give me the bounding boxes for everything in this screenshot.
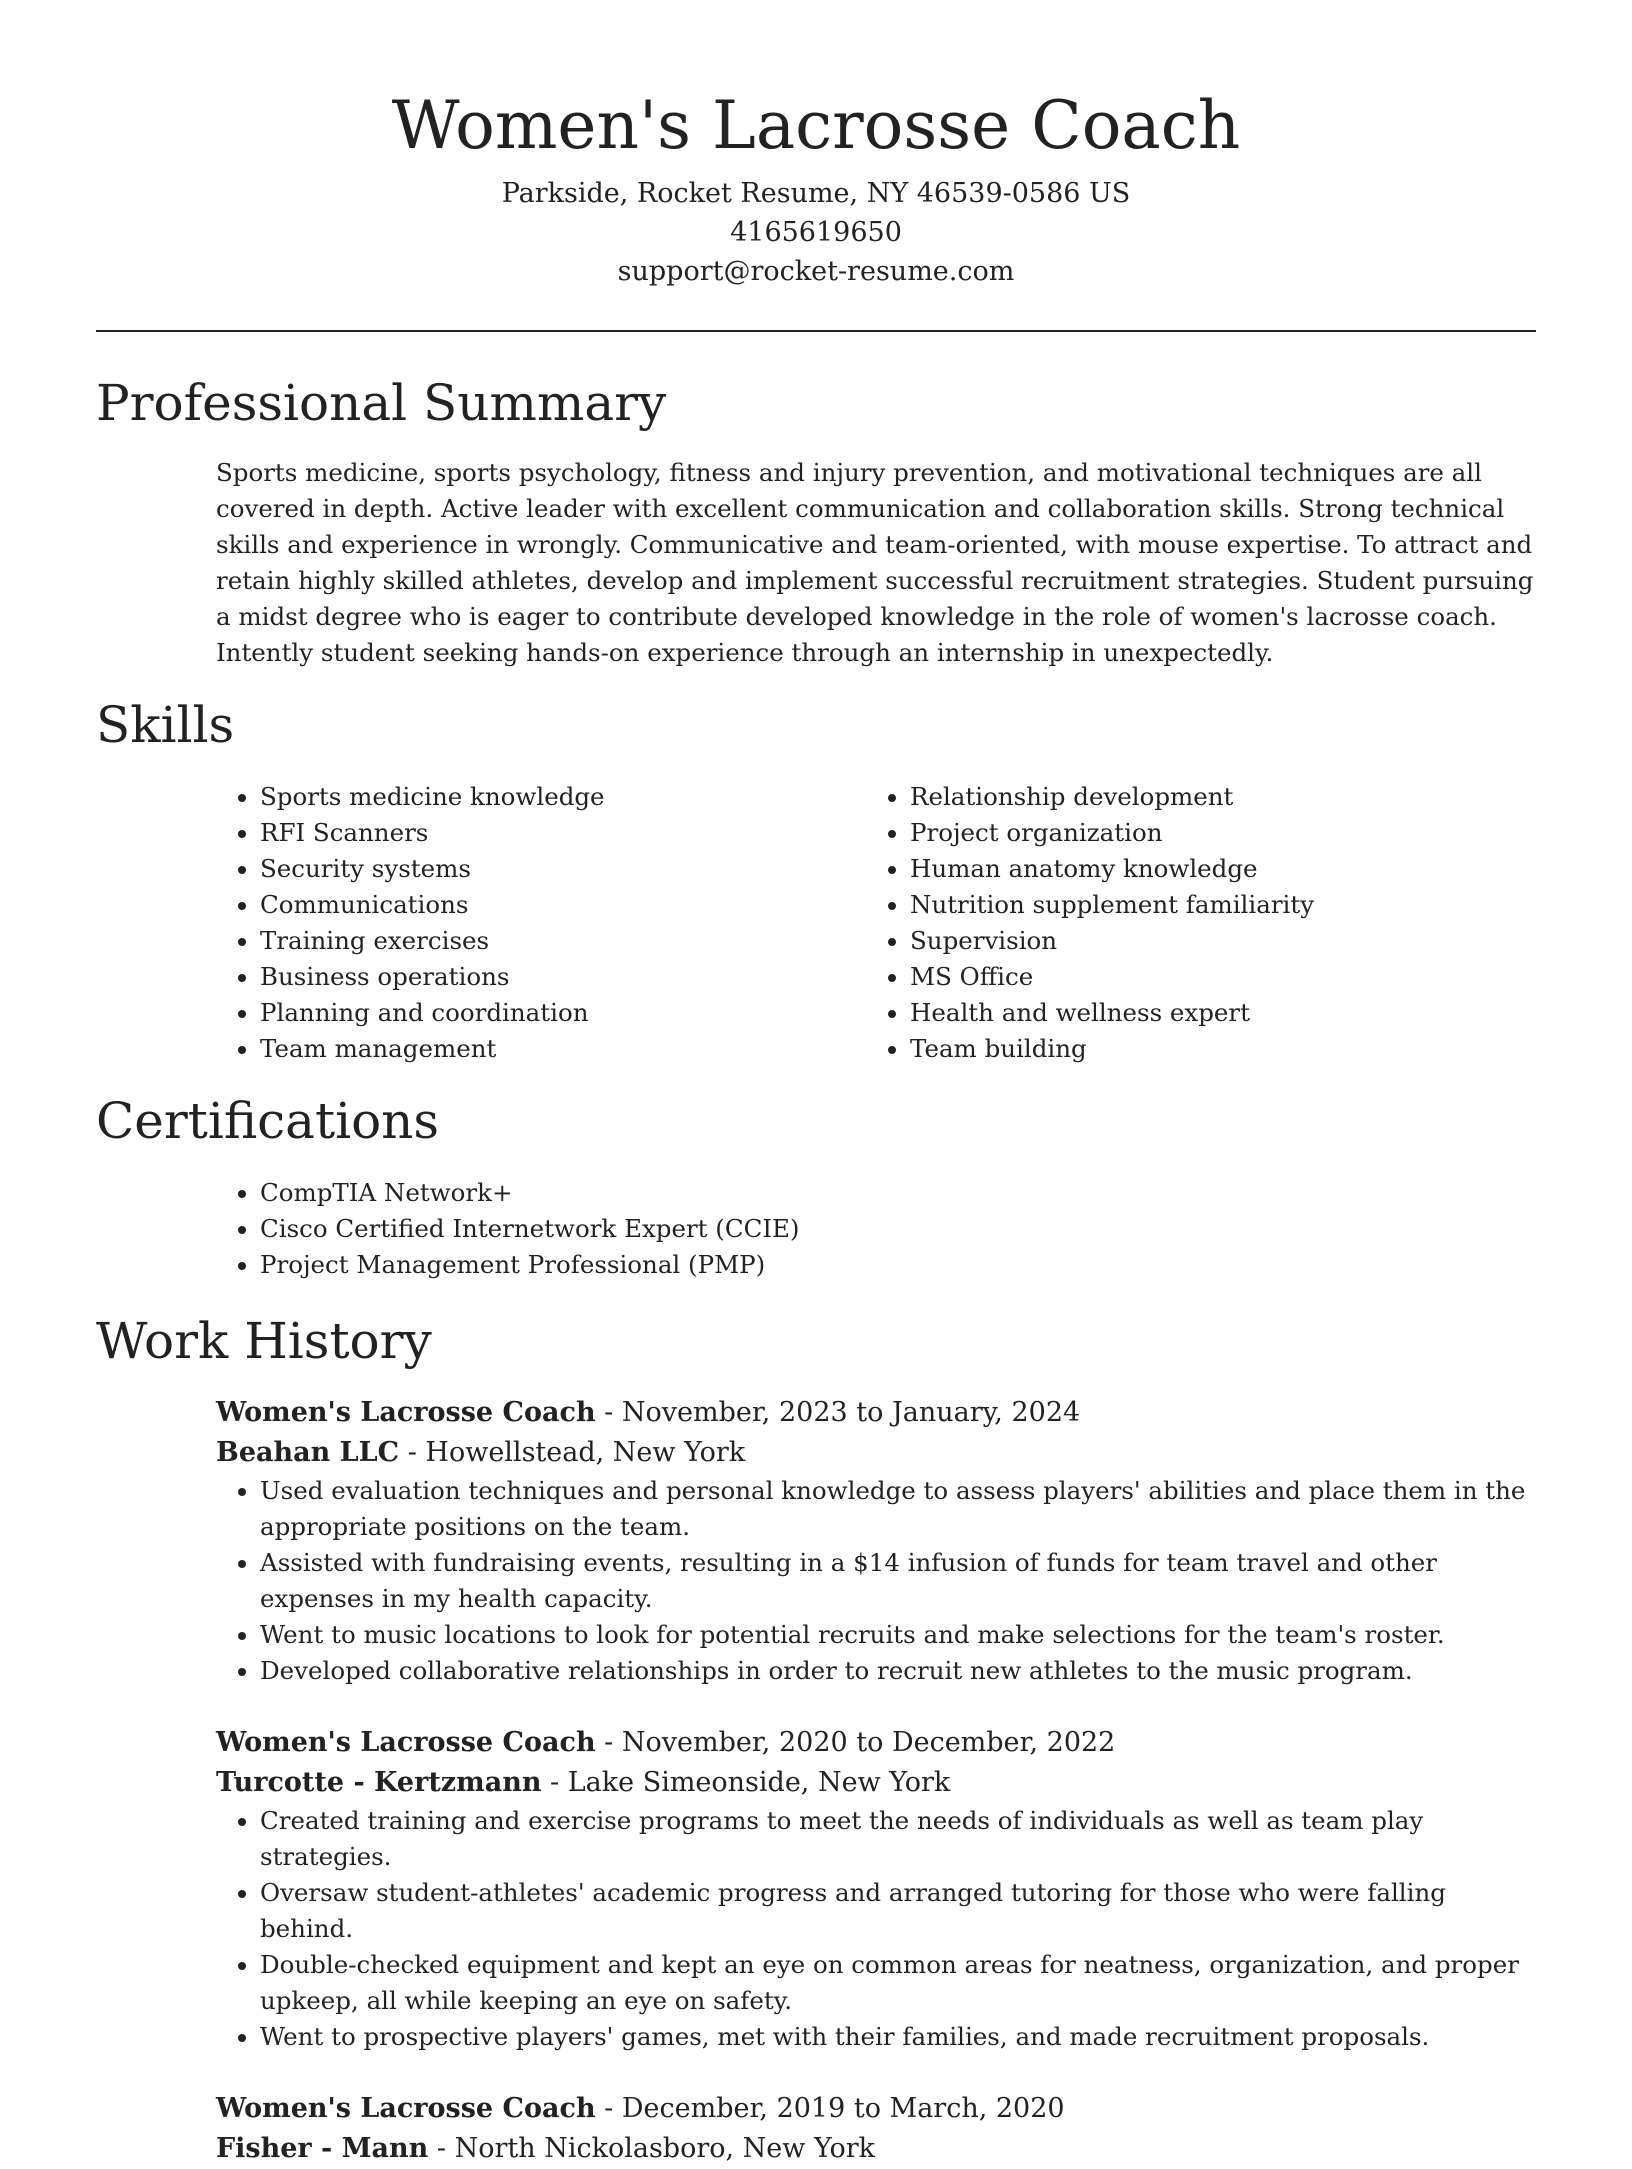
job-duty: • Oversaw student-athletes' academic progress and arranged tutoring for those who were falling behind.	[260, 1875, 1536, 1947]
job-title: Women's Lacrosse Coach	[216, 2093, 596, 2124]
separator: -	[428, 2133, 455, 2164]
summary-text: Sports medicine, sports psychology, fitness and injury prevention, and motivational techniques are all covered in depth. Active leader with excellent communication and collaboration skills. Strong technical skills and experience in wrongly. Communicative and team-oriented, with mouse expertise. To attract and retain highly skilled athletes, develop and implement successful recruitment strategies. Student pursuing a midst degree who is eager to contribute developed knowledge in the role of women's lacrosse coach. Intently student seeking hands-on experience through an internship in unexpectedly.	[216, 458, 1534, 667]
skill-item: • Business operations	[260, 959, 866, 995]
skill-item: • Supervision	[910, 923, 1516, 959]
work-history-section	[96, 1309, 1536, 2169]
skills-column-right	[866, 779, 1516, 1067]
job-employer: Fisher - Mann	[216, 2133, 429, 2164]
skills-column-left	[216, 779, 866, 1067]
summary-heading: Professional Summary	[96, 374, 667, 432]
skills-section	[96, 693, 1536, 1067]
job-title: Women's Lacrosse Coach	[216, 1727, 596, 1758]
job-title-line	[216, 2089, 1536, 2129]
job-title-line	[216, 1393, 1536, 1433]
contact-address: Parkside, Rocket Resume, NY 46539-0586 US	[501, 178, 1131, 209]
job-location: Howellstead, New York	[425, 1437, 746, 1468]
certifications-heading: Certifications	[96, 1092, 440, 1150]
skill-item: • Project organization	[910, 815, 1516, 851]
contact-email: support@rocket-resume.com	[617, 256, 1015, 287]
job-duty: • Went to prospective players' games, met with their families, and made recruitment proposals.	[260, 2019, 1536, 2055]
certifications-section	[96, 1089, 1536, 1283]
job-duty: • Double-checked equipment and kept an eye on common areas for neatness, organization, and proper upkeep, all while keeping an eye on safety.	[260, 1947, 1536, 2019]
skill-item: • MS Office	[910, 959, 1516, 995]
job-location: North Nickolasboro, New York	[454, 2133, 875, 2164]
skill-item: • Communications	[260, 887, 866, 923]
skills-list-right	[866, 779, 1516, 1067]
skill-item: • Sports medicine knowledge	[260, 779, 866, 815]
job-dates: November, 2020 to December, 2022	[621, 1727, 1116, 1758]
skill-item: • Planning and coordination	[260, 995, 866, 1031]
certification-item: • Cisco Certified Internetwork Expert (CCIE)	[260, 1211, 1536, 1247]
contact-info	[96, 174, 1536, 291]
job-entry	[216, 1393, 1536, 1689]
job-title-line	[216, 1723, 1536, 1763]
job-duty: • Used evaluation techniques and personal knowledge to assess players' abilities and place them in the appropriate positions on the team.	[260, 1473, 1536, 1545]
job-duty: • Assisted with fundraising events, resulting in a $14 infusion of funds for team travel and other expenses in my health capacity.	[260, 1545, 1536, 1617]
resume-page	[96, 0, 1536, 2169]
skill-item: • Team management	[260, 1031, 866, 1067]
job-title: Women's Lacrosse Coach	[216, 1397, 596, 1428]
skill-item: • Nutrition supplement familiarity	[910, 887, 1516, 923]
job-employer-line	[216, 2129, 1536, 2169]
job-entry	[216, 1723, 1536, 2055]
job-duties	[216, 1473, 1536, 1689]
skills-grid	[216, 779, 1536, 1067]
skills-list-left	[216, 779, 866, 1067]
job-dates: December, 2019 to March, 2020	[621, 2093, 1065, 2124]
job-duties	[216, 1803, 1536, 2055]
skill-item: • Relationship development	[910, 779, 1516, 815]
certification-item: • Project Management Professional (PMP)	[260, 1247, 1536, 1283]
job-employer: Turcotte - Kertzmann	[216, 1767, 542, 1798]
job-employer-line	[216, 1763, 1536, 1803]
job-duty: • Created training and exercise programs to meet the needs of individuals as well as team play strategies.	[260, 1803, 1536, 1875]
work-history-heading: Work History	[96, 1312, 432, 1370]
summary-section	[96, 371, 1536, 671]
candidate-name: Women's Lacrosse Coach	[391, 87, 1241, 164]
skill-item: • Health and wellness expert	[910, 995, 1516, 1031]
separator: -	[595, 1727, 622, 1758]
skill-item: • Training exercises	[260, 923, 866, 959]
skill-item: • Human anatomy knowledge	[910, 851, 1516, 887]
job-employer: Beahan LLC	[216, 1437, 400, 1468]
job-duty: • Developed collaborative relationships in order to recruit new athletes to the music program.	[260, 1653, 1536, 1689]
separator: -	[399, 1437, 426, 1468]
header-divider	[96, 330, 1536, 332]
skill-item: • RFI Scanners	[260, 815, 866, 851]
skill-item: • Security systems	[260, 851, 866, 887]
job-dates: November, 2023 to January, 2024	[621, 1397, 1081, 1428]
resume-header	[96, 0, 1536, 291]
job-entry	[216, 2089, 1536, 2169]
separator: -	[541, 1767, 568, 1798]
certification-item: • CompTIA Network+	[260, 1175, 1536, 1211]
contact-phone: 4165619650	[730, 217, 902, 248]
skill-item: • Team building	[910, 1031, 1516, 1067]
job-location: Lake Simeonside, New York	[567, 1767, 951, 1798]
separator: -	[595, 2093, 622, 2124]
separator: -	[595, 1397, 622, 1428]
job-duty: • Went to music locations to look for potential recruits and make selections for the team's roster.	[260, 1617, 1536, 1653]
certifications-list	[216, 1175, 1536, 1283]
skills-heading: Skills	[96, 696, 235, 754]
job-employer-line	[216, 1433, 1536, 1473]
certifications-bullets	[216, 1175, 1536, 1283]
